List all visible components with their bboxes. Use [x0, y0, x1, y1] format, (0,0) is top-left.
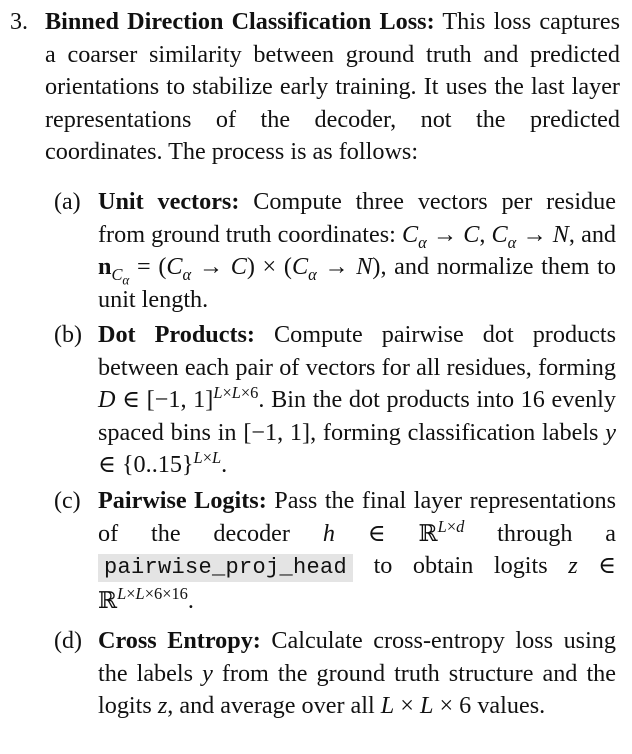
step-a-text-1: Compute three vectors per residue from ground truth coordinates:: [98, 188, 616, 248]
sub-item-heading: Pairwise Logits:: [98, 487, 267, 514]
sub-item-heading: Unit vectors:: [98, 188, 240, 215]
sub-item-text: [98, 319, 616, 482]
item-number: 3.: [10, 9, 28, 35]
sub-item-a: [54, 186, 616, 316]
step-c-text-4: .: [187, 586, 194, 614]
math-expression: [−1, 1]: [243, 418, 311, 446]
step-b-text-2: . Bin the dot products into 16 evenly spaced bins in: [98, 386, 616, 446]
math-expression: y: [202, 659, 213, 687]
sub-item-label: (c): [54, 488, 81, 514]
math-expression: h ∈ ℝ$^{L\times d}$: [322, 516, 465, 547]
sub-item-heading: Dot Products:: [98, 321, 255, 348]
item-3-heading: Binned Direction Classification Loss:: [45, 8, 435, 35]
sub-item-label: (d): [54, 628, 82, 654]
step-c-text-2: through a: [497, 519, 617, 547]
step-d-text-3: , and average over all: [167, 692, 375, 720]
sub-item-c: [54, 485, 616, 617]
step-c-text-1: Pass the final layer representations of the decoder: [98, 487, 617, 547]
step-d-text-2: from the ground truth structure and the logits: [98, 659, 616, 720]
sub-item-text: [98, 625, 616, 723]
math-expression: $C_\alpha \to C$: [401, 220, 480, 252]
code-identifier: pairwise_proj_head: [98, 554, 353, 582]
step-a-text-3: , and normalize them to unit length.: [98, 253, 616, 313]
sub-item-label: (b): [54, 322, 82, 348]
step-d-text-4: values.: [477, 692, 546, 720]
item-3-intro: This loss captures a coarser similarity between ground truth and predicted orientations to stabilize early training. It uses the last layer representations of the decoder, not the predicted coordinates. The process is as follows:: [45, 8, 620, 166]
math-expression: $C_\alpha \to N$: [491, 220, 569, 252]
math-expression: z: [157, 692, 168, 720]
math-expression: L × L × 6: [380, 692, 472, 720]
item-3-body: [45, 6, 620, 169]
math-expression: D ∈ [−1, 1]$^{L\times L\times 6}$: [98, 383, 259, 414]
sub-item-heading: Cross Entropy:: [98, 627, 261, 654]
sub-item-b: [54, 319, 616, 482]
step-b-text-4: .: [221, 451, 228, 479]
math-expression: z ∈ ℝ$^{L\times L\times 6\times 16}$: [98, 552, 617, 614]
sub-item-text: [98, 485, 616, 617]
step-c-text-3: to obtain logits: [373, 552, 548, 580]
sub-item-label: (a): [54, 189, 81, 215]
sub-item-text: Unit vectors: Compute three vectors per residue from ground truth coordinates: $C_\alpha \to C$, $C_\alpha \to N$, and $n_{C_\alpha} = (C_\alpha \to C) \times (C_\alpha \to N)$, and normalize them to unit length.: [98, 188, 617, 313]
math-expression: $n_{C_\alpha} = (C_\alpha \to C) \times (C_\alpha \to N)$: [98, 253, 381, 288]
math-expression: y ∈ $\{0..15\}^{L\times L}$: [98, 418, 617, 479]
step-a-text-2: , and: [568, 220, 617, 248]
step-b-text-1: Compute pairwise dot products between each pair of vectors for all residues, forming: [98, 321, 616, 381]
step-b-text-3: , forming classification labels: [310, 418, 599, 446]
list-item-3: [10, 6, 620, 169]
sub-item-d: [54, 625, 616, 723]
step-d-text-1: Calculate cross-entropy loss using the labels: [98, 627, 616, 687]
